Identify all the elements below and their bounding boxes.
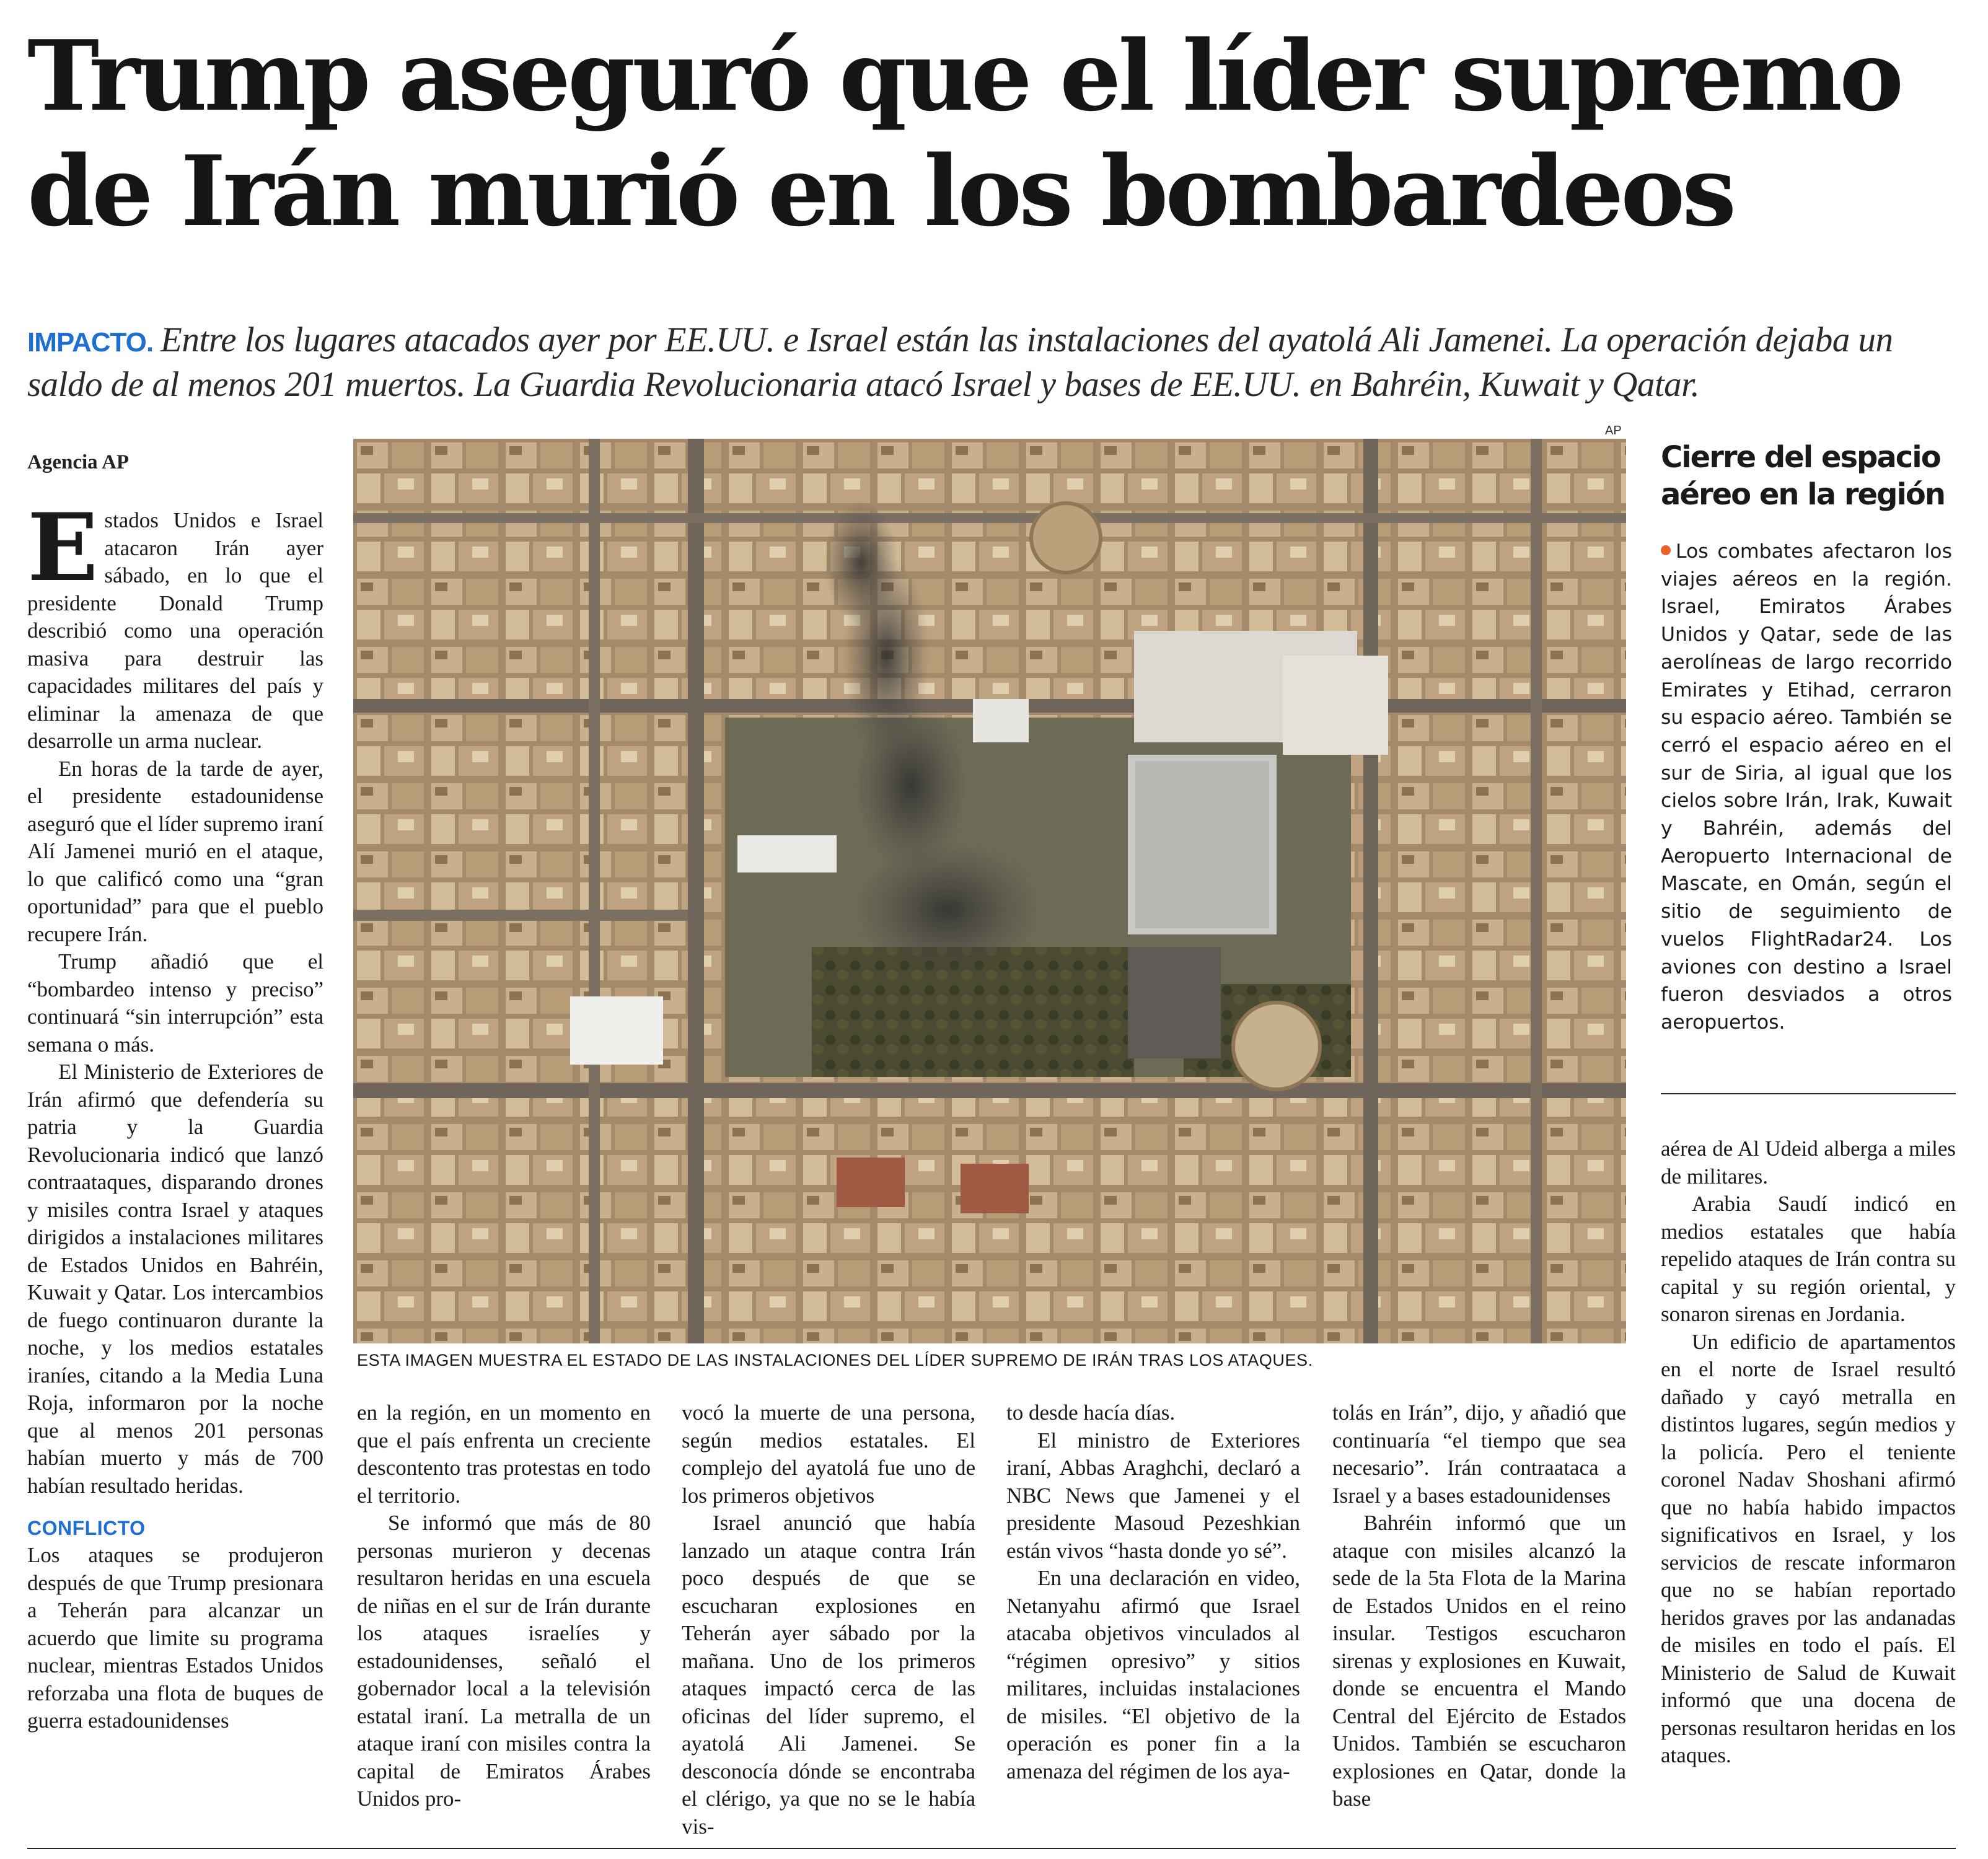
article-paragraph: Un edificio de apartamentos en el norte de Israel resultó dañado y cayó metralla en distintos lugares, según medios y la policía. Pero el teniente coronel Nadav Shoshani afirmó que no había habido impactos significativos en Israel, y los servicios de rescate informaron que no se habían reportado heridos graves por las andanadas de misiles en todo el país. El Ministerio de Salud de Kuwait informó que una docena de personas resultaron heridas en los ataques. bbox=[1661, 1329, 1956, 1767]
bottom-rule bbox=[27, 1848, 1956, 1849]
aerial-photo-illustration bbox=[353, 439, 1626, 1343]
bullet-dot-icon bbox=[1661, 545, 1671, 555]
article-paragraph: Los ataques se produjeron después de que Trump presionara a Teherán para alcanzar un acuerdo que limite su programa nuclear, mientras Estados Unidos reforzaba una flota de buques de guerra estadounidenses bbox=[27, 1543, 323, 1733]
article-paragraph: tolás en Irán”, dijo, y añadió que continuaría “el tiempo que sea necesario”. Irán contraataca a Israel y a bases estadounidenses bbox=[1332, 1400, 1626, 1508]
article-column-1 bbox=[27, 493, 323, 1735]
article-column-4 bbox=[1006, 1399, 1300, 1785]
article-paragraph: Israel anunció que había lanzado un ataque contra Irán poco después de que se escucharan explosiones en Teherán ayer sábado por la mañana. Uno de los primeros ataques impactó cerca de las oficinas del líder supremo, el ayatolá Ali Jamenei. Se desconocía dónde se encontraba el clérigo, ya que no se le había vis- bbox=[682, 1511, 975, 1839]
article-paragraph: Arabia Saudí indicó en medios estatales que había repelido ataques de Irán contra su capital y su región oriental, y sonaron sirenas en Jordania. bbox=[1661, 1192, 1956, 1326]
aerial-photo bbox=[353, 439, 1626, 1343]
article-column-2 bbox=[357, 1399, 651, 1813]
article-column-3 bbox=[682, 1399, 975, 1840]
article-paragraph bbox=[27, 493, 323, 755]
drop-cap: E bbox=[27, 493, 99, 602]
photo-caption: ESTA IMAGEN MUESTRA EL ESTADO DE LAS INSTALACIONES DEL LÍDER SUPREMO DE IRÁN TRAS LOS ATAQUES. bbox=[357, 1351, 1313, 1369]
article-paragraph: Trump añadió que el “bombardeo intenso y preciso” continuará “sin interrupción” esta semana o más. bbox=[27, 949, 323, 1057]
article-paragraph: En una declaración en video, Netanyahu afirmó que Israel atacaba objetivos vinculados al “régimen opresivo” y sitios militares, incluidas instalaciones de misiles. “El objetivo de la operación es poner fin a la amenaza del régimen de los aya- bbox=[1006, 1566, 1300, 1783]
article-column-6 bbox=[1661, 1135, 1956, 1770]
sidebar-text: Los combates afectaron los viajes aéreos en la región. Israel, Emiratos Árabes Unidos y Qatar, sede de las aerolíneas de largo recorrido Emirates y Etihad, cerraron su espacio aéreo. También se cerró el espacio aéreo en el sur de Siria, al igual que los cielos sobre Irán, Irak, Kuwait y Bahréin, además del Aeropuerto Internacional de Mascate, en Omán, según el sitio de seguimiento de vuelos FlightRadar24. Los aviones con destino a Israel fueron desviados a otros aeropuertos. bbox=[1661, 540, 1952, 1034]
article-paragraph: En horas de la tarde de ayer, el presidente estadounidense aseguró que el líder supremo iraní Alí Jamenei murió en el ataque, lo que calificó como una “gran oportunidad” para que el pueblo recupere Irán. bbox=[27, 756, 323, 946]
deck-text: Entre los lugares atacados ayer por EE.UU. e Israel están las instalaciones del ayatolá Ali Jamenei. La operación dejaba un saldo de al menos 201 muertos. La Guardia Revolucionaria atacó Israel y bases de EE.UU. en Bahréin, Kuwait y Qatar. bbox=[27, 320, 1893, 404]
headline-line-1: Trump aseguró que el líder supremo bbox=[27, 19, 1901, 133]
article-paragraph: vocó la muerte de una persona, según medios estatales. El complejo del ayatolá fue uno de los primeros objetivos bbox=[682, 1400, 975, 1508]
byline: Agencia AP bbox=[27, 451, 130, 473]
article-subhead: CONFLICTO bbox=[27, 1517, 146, 1539]
sidebar-body bbox=[1661, 538, 1952, 1037]
sidebar-divider bbox=[1661, 1093, 1956, 1094]
headline bbox=[27, 19, 1961, 249]
article-paragraph: El Ministerio de Exteriores de Irán afirmó que defendería su patria y la Guardia Revolucionaria indicó que lanzó contraataques, disparando drones y misiles contra Israel y ataques dirigidos a instalaciones militares de Estados Unidos en Bahréin, Kuwait y Qatar. Los intercambios de fuego continuaron durante la noche, y los medios estatales iraníes, citando a la Media Luna Roja, informaron por la noche que al menos 201 personas habían muerto y más de 700 habían resultado heridas. bbox=[27, 1060, 323, 1498]
article-paragraph: en la región, en un momento en que el país enfrenta un creciente descontento tras protestas en todo el territorio. bbox=[357, 1400, 651, 1508]
headline-line-2: de Irán murió en los bombardeos bbox=[27, 134, 1734, 248]
article-paragraph: Bahréin informó que un ataque con misiles alcanzó la sede de la 5ta Flota de la Marina de Estados Unidos en el reino insular. Testigos escucharon sirenas y explosiones en Kuwait, donde se encuentra el Mando Central del Ejército de Estados Unidos. También se escucharon explosiones en Qatar, donde la base bbox=[1332, 1511, 1626, 1811]
article-column-5 bbox=[1332, 1399, 1626, 1813]
photo-credit: AP bbox=[1605, 424, 1622, 437]
deck-kicker: IMPACTO. bbox=[27, 327, 154, 358]
article-paragraph: Se informó que más de 80 personas murieron y decenas resultaron heridas en una escuela de niñas en el sur de Irán durante los ataques israelíes y estadounidenses, señaló el gobernador local a la televisión estatal iraní. La metralla de un ataque iraní con misiles contra la capital de Emiratos Árabes Unidos pro- bbox=[357, 1511, 651, 1811]
sidebar-title: Cierre del espacio aéreo en la región bbox=[1661, 440, 1945, 512]
article-paragraph: aérea de Al Udeid alberga a miles de militares. bbox=[1661, 1136, 1956, 1189]
article-paragraph: El ministro de Exteriores iraní, Abbas Araghchi, declaró a NBC News que Jamenei y el presidente Masoud Pezeshkian están vivos “hasta donde yo sé”. bbox=[1006, 1428, 1300, 1563]
paragraph-text: stados Unidos e Israel atacaron Irán ayer sábado, en lo que el presidente Donald Trump describió como una operación masiva para destruir las capacidades militares del país y eliminar la amenaza de que desarrolle un arma nuclear. bbox=[27, 508, 323, 753]
deck bbox=[27, 319, 1961, 406]
article-paragraph: to desde hacía días. bbox=[1006, 1400, 1176, 1425]
